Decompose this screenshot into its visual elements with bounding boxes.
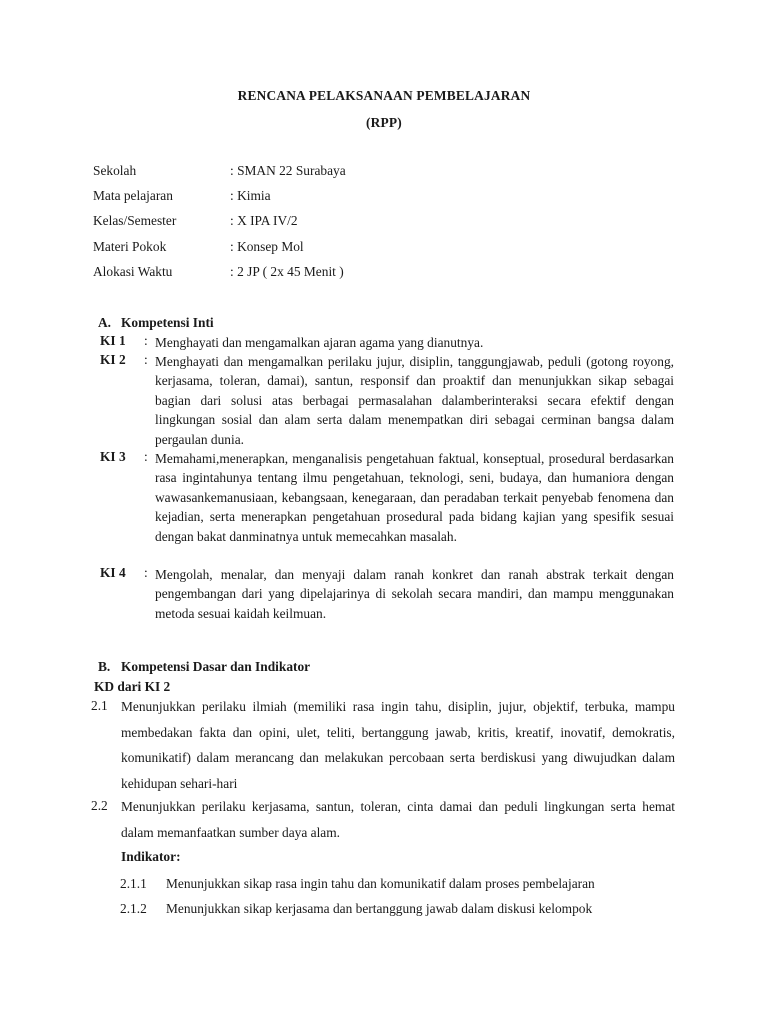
ki-code: KI 4 <box>100 565 126 580</box>
indikator-number: 2.1.2 <box>120 901 147 916</box>
indikator-text: Menunjukkan sikap kerjasama dan bertanggung jawab dalam diskusi kelompok <box>166 901 593 916</box>
info-value: : X IPA IV/2 <box>230 213 298 228</box>
info-label: Sekolah <box>93 163 137 178</box>
indikator-text: Menunjukkan sikap rasa ingin tahu dan komunikatif dalam proses pembelajaran <box>166 876 595 891</box>
ki-colon: : <box>144 352 148 367</box>
kd-number: 2.2 <box>91 798 108 813</box>
kd-text: Menunjukkan perilaku ilmiah (memiliki rasa ingin tahu, disiplin, jujur, objektif, terbuka, mampu membedakan fakta dan opini, ulet, teliti, bertanggung jawab, kritis, kreatif, inovatif, demokratis, komunikatif) dalam merancang dan melakukan percobaan serta berdiskusi yang diwujudkan dalam kehidupan sehari-hari <box>121 699 675 791</box>
info-value: : Konsep Mol <box>230 239 304 254</box>
document-subtitle: (RPP) <box>366 115 402 130</box>
info-label: Mata pelajaran <box>93 188 173 203</box>
ki-code: KI 1 <box>100 333 126 348</box>
kd-text: Menunjukkan perilaku kerjasama, santun, toleran, cinta damai dan peduli lingkungan serta hemat dalam memanfaatkan sumber daya alam. <box>121 799 675 840</box>
info-value: : SMAN 22 Surabaya <box>230 163 346 178</box>
ki-colon: : <box>144 565 148 580</box>
indikator-label: Indikator: <box>121 849 181 864</box>
ki-text: Menghayati dan mengamalkan ajaran agama yang dianutnya. <box>155 335 484 350</box>
ki-colon: : <box>144 449 148 464</box>
info-label: Materi Pokok <box>93 239 167 254</box>
section-b-heading: Kompetensi Dasar dan Indikator <box>121 659 311 674</box>
section-a-heading: Kompetensi Inti <box>121 315 214 330</box>
kd-number: 2.1 <box>91 698 108 713</box>
info-label: Kelas/Semester <box>93 213 177 228</box>
ki-text: Menghayati dan mengamalkan perilaku jujur, disiplin, tanggungjawab, peduli (gotong royong, kerjasama, toleran, damai), santun, responsif dan proaktif dan menunjukkan sikap sebagai bagian dari solusi atas berbagai permasalahan dalamberinteraksi secara efektif dengan lingkungan sosial dan alam serta dalam menempatkan diri sebagai cerminan bangsa dalam pergaulan dunia. <box>155 354 674 447</box>
document-title: RENCANA PELAKSANAAN PEMBELAJARAN <box>237 88 531 103</box>
ki-colon: : <box>144 333 148 348</box>
section-b-letter: B. <box>98 659 111 674</box>
ki-code: KI 2 <box>100 352 126 367</box>
indikator-number: 2.1.1 <box>120 876 147 891</box>
kd-subheading: KD dari KI 2 <box>94 679 171 694</box>
section-a-letter: A. <box>98 315 112 330</box>
ki-text: Memahami,menerapkan, menganalisis pengetahuan faktual, konseptual, prosedural berdasarkan rasa ingintahunya tentang ilmu pengetahuan, teknologi, seni, budaya, dan humaniora dengan wawasankemanusiaan, kebangsaan, kenegaraan, dan peradaban terkait penyebab fenomena dan kejadian, serta menerapkan pengetahuan prosedural pada bidang kajian yang spesifik sesuai dengan bakat danminatnya untuk memecahkan masalah. <box>155 451 674 544</box>
info-value: : Kimia <box>230 188 271 203</box>
ki-text: Mengolah, menalar, dan menyaji dalam ranah konkret dan ranah abstrak terkait dengan pengembangan dari yang dipelajarinya di sekolah secara mandiri, dan mampu menggunakan metoda sesuai kaidah keilmuan. <box>155 567 674 621</box>
info-label: Alokasi Waktu <box>93 264 173 279</box>
ki-code: KI 3 <box>100 449 126 464</box>
info-value: : 2 JP ( 2x 45 Menit ) <box>230 264 344 279</box>
